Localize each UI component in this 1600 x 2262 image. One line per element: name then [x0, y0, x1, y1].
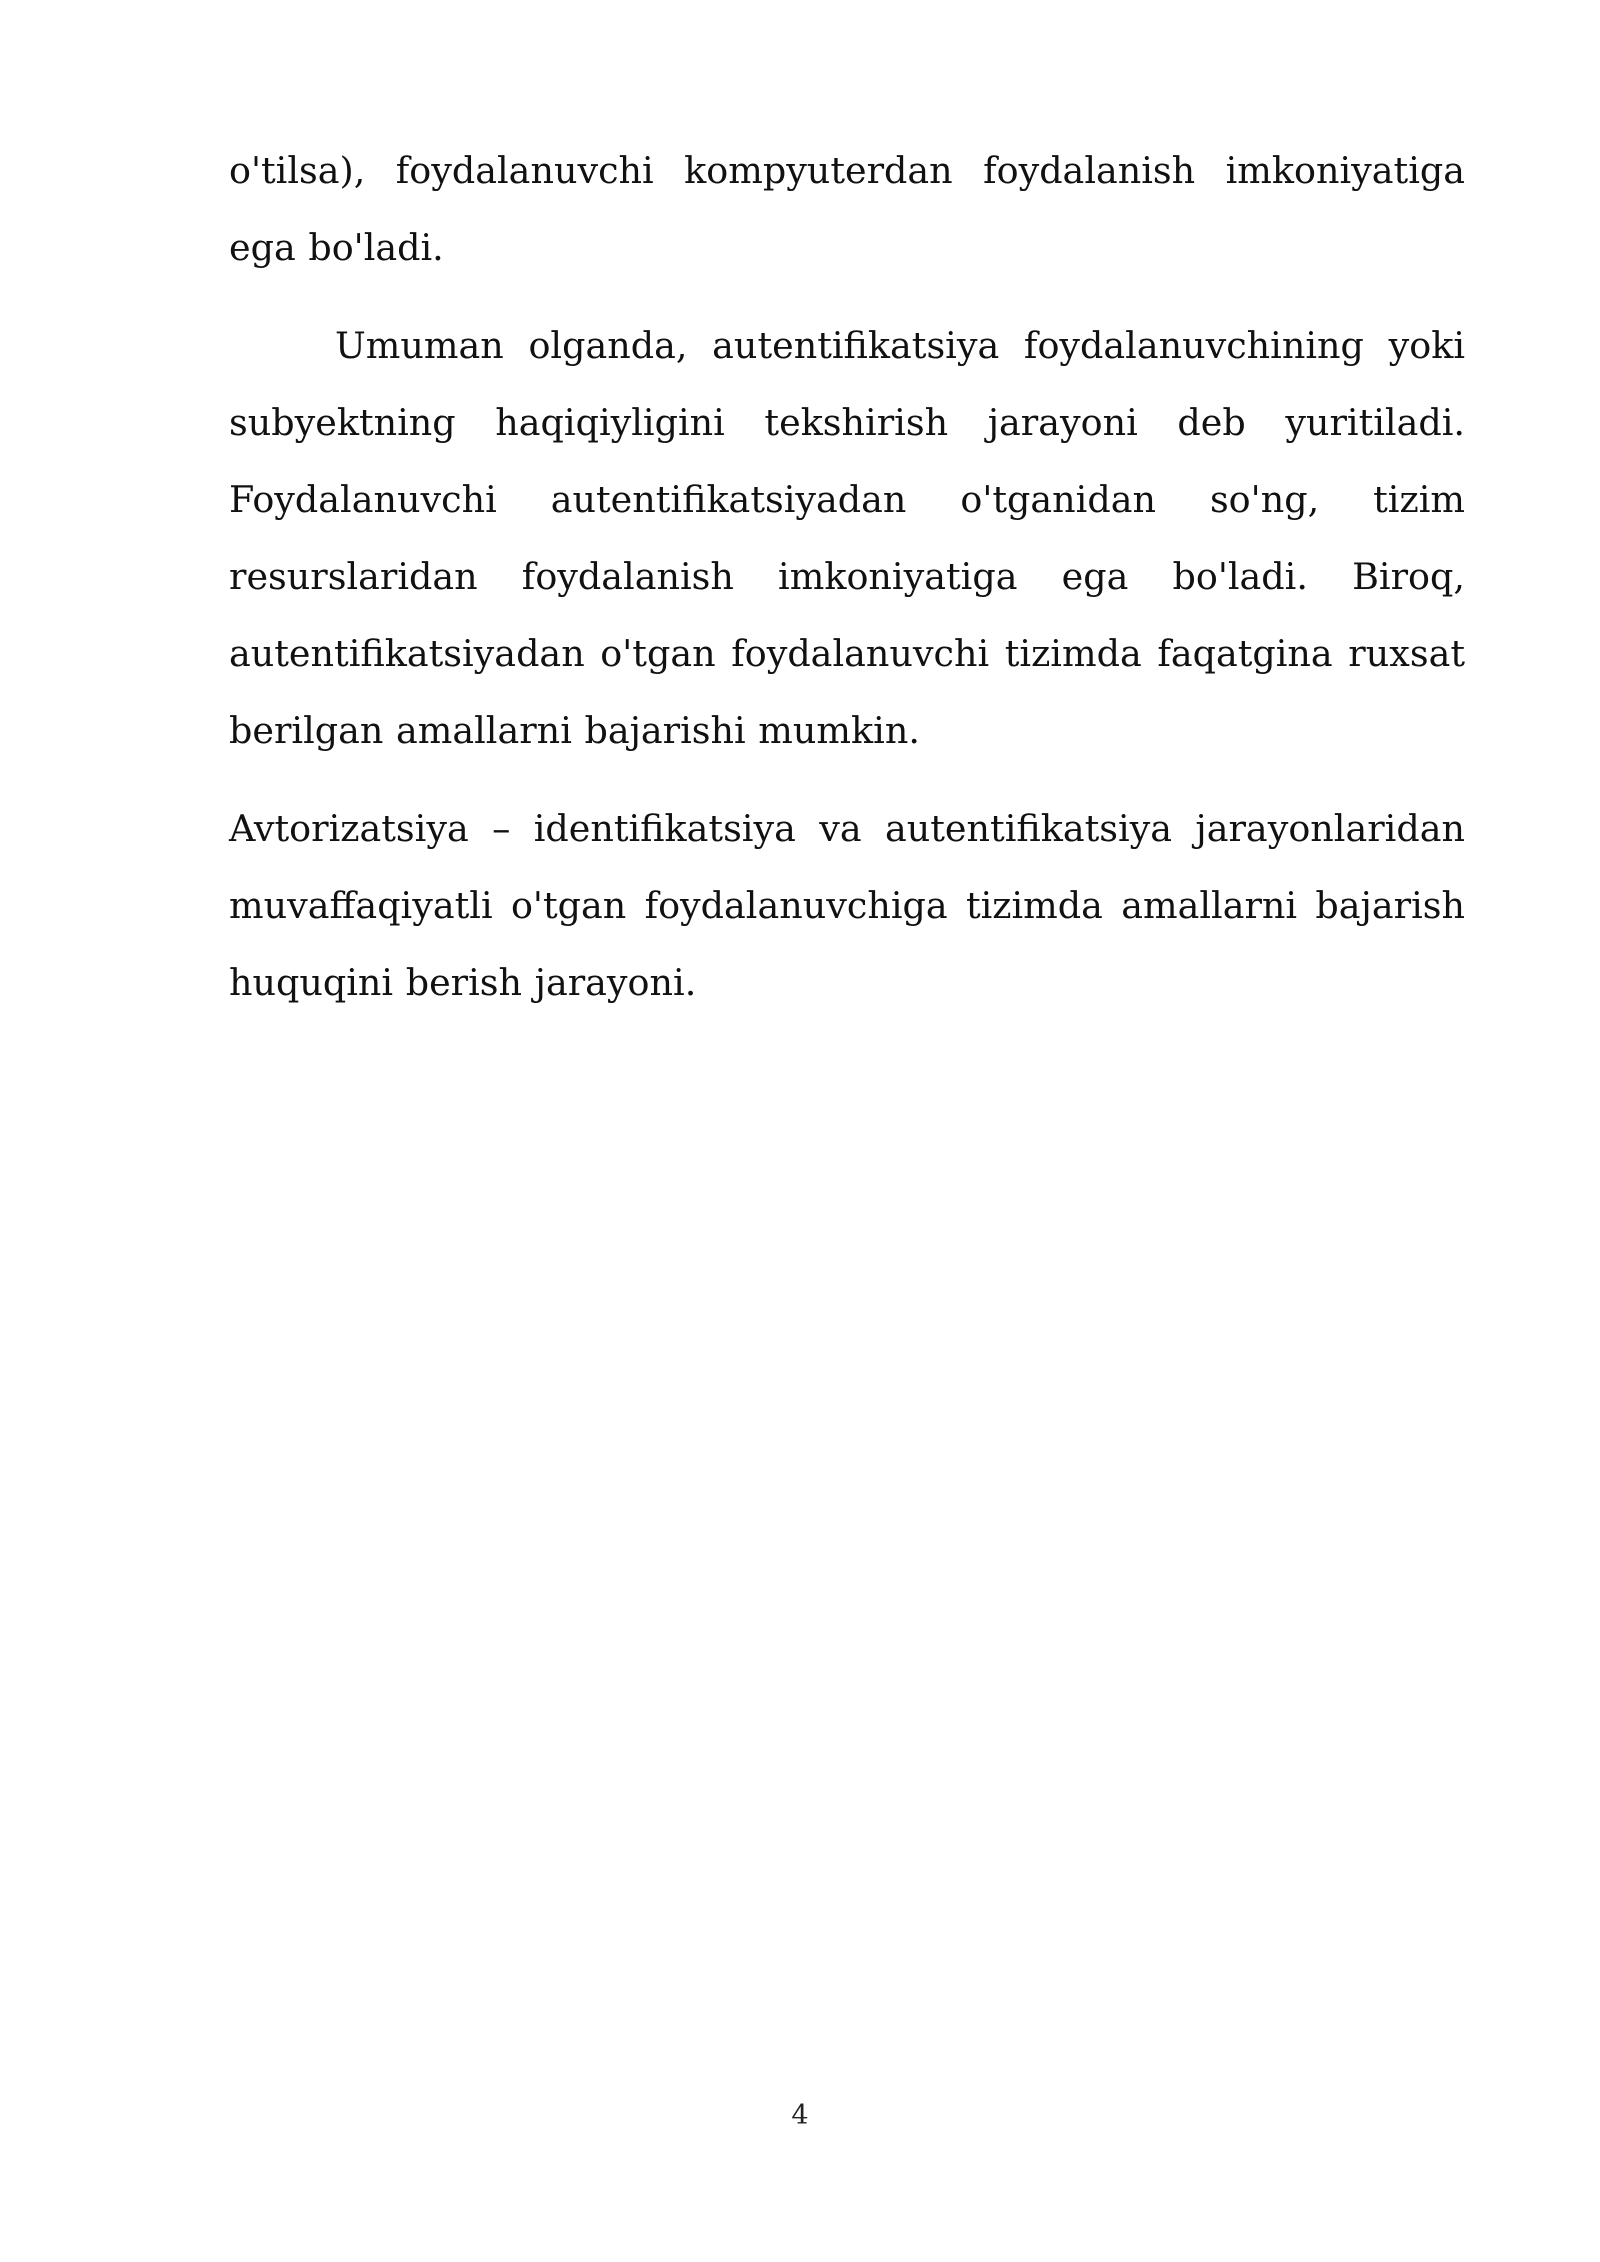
paragraph-continuation: o'tilsa), foydalanuvchi kompyuterdan foydalanish imkoniyatiga ega bo'ladi.	[229, 149, 1465, 269]
paragraph-authorization: Avtorizatsiya – identifikatsiya va autentifikatsiya jarayonlaridan muvaffaqiyatli o'tgan foydalanuvchiga tizimda amallarni bajarish huquqini berish jarayoni.	[229, 807, 1465, 1004]
paragraph-authentication: Umuman olganda, autentifikatsiya foydalanuvchining yoki subyektning haqiqiyligini tekshirish jarayoni deb yuritiladi. Foydalanuvchi autentifikatsiyadan o'tganidan so'ng, tizim resurslaridan foydalanish imkoniyatiga ega bo'ladi. Biroq, autentifikatsiyadan o'tgan foydalanuvchi tizimda faqatgina ruxsat berilgan amallarni bajarishi mumkin.	[229, 324, 1465, 752]
body-text	[229, 132, 1465, 1021]
page-number: 4	[791, 2100, 809, 2131]
